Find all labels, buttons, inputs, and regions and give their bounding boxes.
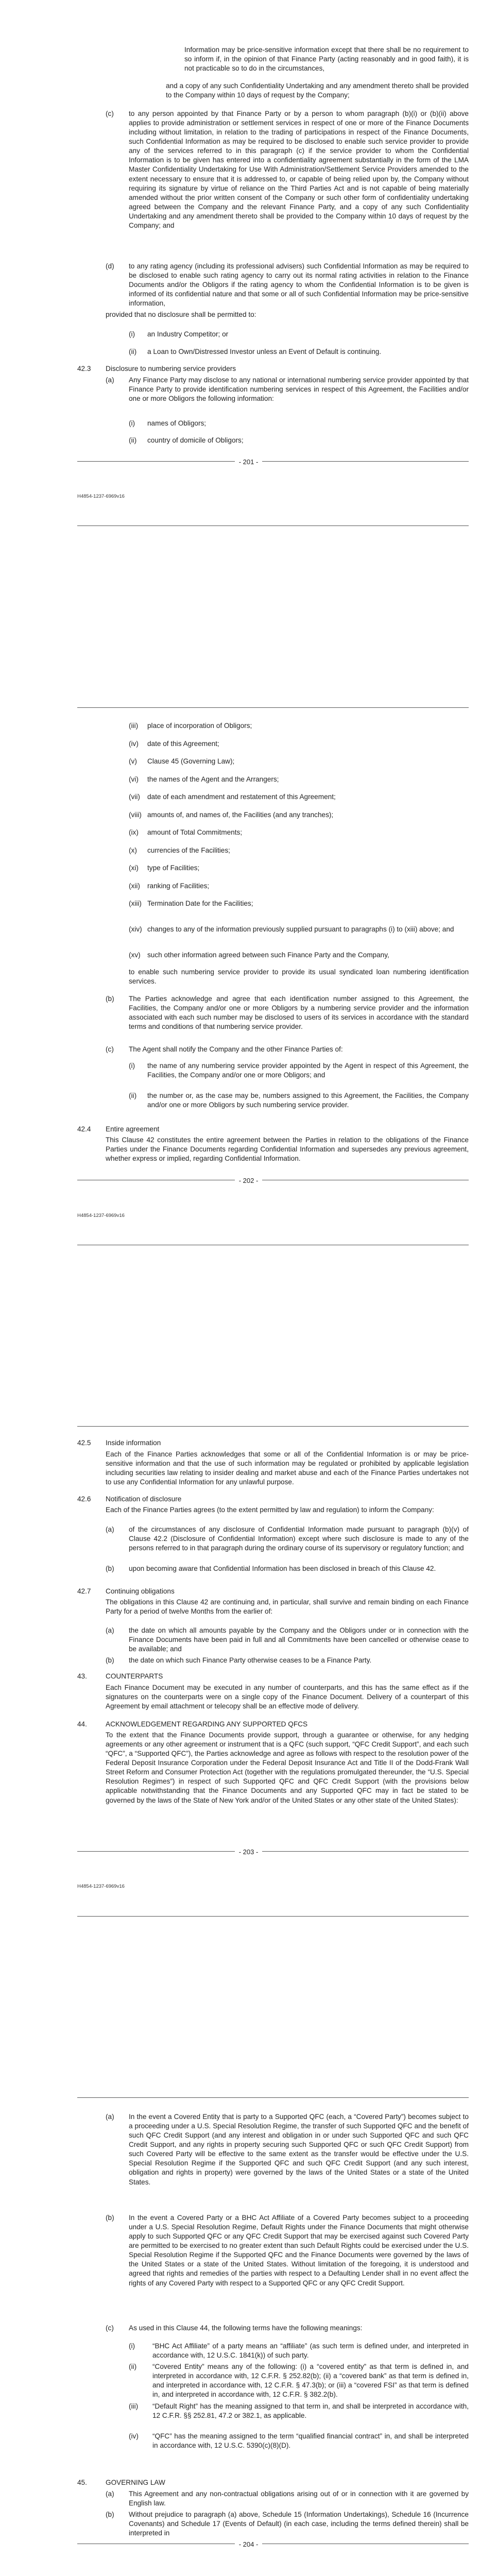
list-item: amount of Total Commitments;	[147, 828, 243, 836]
list-label: (i)	[129, 330, 135, 338]
list-label: (ii)	[129, 1092, 137, 1099]
section-heading: Notification of disclosure	[106, 1495, 182, 1503]
list-label: (b)	[106, 1565, 114, 1572]
list-label: (iv)	[129, 2432, 139, 2440]
list-item: amounts of, and names of, the Facilities (and any tranches);	[147, 810, 334, 819]
list-label: (a)	[106, 376, 114, 384]
paragraph-c: As used in this Clause 44, the following terms have the following meanings:	[129, 2324, 363, 2332]
paragraph: To the extent that the Finance Documents provide support, through a guarantee or otherwise, for any hedging agreements or any other agreement or instrument that is a QFC (such support, “QFC Credit Support”, and each such “QFC”, a “Supported QFC”), the Parties acknowledge and agree as follows with respect to the resolution power of the Federal Deposit Insurance Corporation under the Federal Deposit Insurance Act and Title II of the Dodd-Frank Wall Street Reform and Consumer Protection Act (together with the regulations promulgated thereunder, the “U.S. Special Resolution Regimes”) in respect of such Supported QFC and QFC Credit Support (with the provisions below applicable notwithstanding that the Finance Documents and any Supported QFC may in fact be stated to be governed by the laws of the State of New York and/or of the United States or any other state of the United States):	[106, 1731, 469, 1804]
list-label: (xi)	[129, 864, 139, 872]
page-number-text: - 204 -	[235, 2540, 263, 2548]
list-label: (b)	[106, 2214, 114, 2222]
list-label: (ii)	[129, 348, 137, 355]
paragraph-cont1: Information may be price-sensitive information except that there shall be no requirement to so inform if, in the opinion of that Finance Party (acting reasonably and in good faith), it is not practicable so to do in the circumstances,	[184, 46, 469, 73]
paragraph-a: of the circumstances of any disclosure of Confidential Information made pursuant to paragraph (b)(v) of Clause 42.2 (Disclosure of Confidential Information) except where such disclosure is made to any of the persons referred to in that paragraph during the ordinary course of its supervisory or regulatory function; and	[129, 1526, 469, 1552]
paragraph-b: In the event a Covered Party or a BHC Act Affiliate of a Covered Party becomes subject to a proceeding under a U.S. Special Resolution Regime, Default Rights under the Finance Documents that might otherwise apply to such Supported QFC or any QFC Credit Support that may be exercised against such Covered Party are permitted to be exercised to no greater extent than such Default Rights could be exercised under the U.S. Special Resolution Regime if the Supported QFC and the Finance Documents were governed by the laws of the United States or a state of the United States. Without limitation of the foregoing, it is understood and agreed that rights and remedies of the parties with respect to a Defaulting Lender shall in no event affect the rights of any Covered Party with respect to a Supported QFC or any QFC Credit Support.	[129, 2214, 469, 2287]
list-item: date of this Agreement;	[147, 739, 219, 748]
document-reference: H4854-1237-6969v16	[77, 494, 125, 499]
list-item: ranking of Facilities;	[147, 882, 210, 890]
list-label: (b)	[106, 995, 114, 1003]
proviso-text: provided that no disclosure shall be permitted to:	[106, 311, 256, 318]
paragraph-a: Any Finance Party may disclose to any national or international numbering service provider appointed by that Finance Party to provide identification numbering services in respect of this Agreement, the Facilities and/or one or more Obligors the following information:	[129, 376, 469, 403]
page-bottom-rule	[77, 461, 469, 462]
page-top-rule	[77, 2097, 469, 2098]
list-label: (xv)	[129, 951, 141, 959]
page-bottom-rule	[77, 1851, 469, 1852]
list-label: (a)	[106, 2113, 114, 2121]
page-number-text: - 203 -	[235, 1848, 263, 1856]
paragraph: to enable such numbering service provider to provide its usual syndicated loan numbering identification services.	[129, 968, 469, 986]
list-item: country of domicile of Obligors;	[147, 436, 244, 444]
paragraph-c: to any person appointed by that Finance Party or by a person to whom paragraph (b)(i) or (b)(ii) above applies to provide administration or settlement services in respect of one or more of the Finance Documents including without limitation, in relation to the trading of participations in respect of the Finance Documents, such Confidential Information as may be required to be disclosed to enable such service provider to provide any of the services referred to in this paragraph (c) if the service provider to whom the Confidential Information is to be given has entered into a confidentiality agreement substantially in the form of the LMA Master Confidentiality Undertaking for Use With Administration/Settlement Service Providers amended to the extent necessary to ensure that it is addressed to, or capable of being relied upon by, the Company without requiring its signature by virtue of reliance on the Third Parties Act and is not capable of being materially amended without the prior written consent of the Company or such other form of confidentiality undertaking agreed between the Company and the relevant Finance Party, and a copy of any such Confidentiality Undertaking and any amendment thereto shall be provided to the Company within 10 days of request by the Company; and	[129, 110, 469, 229]
list-label: (ii)	[129, 436, 137, 444]
list-label: (xii)	[129, 882, 140, 890]
list-label: (a)	[106, 2490, 114, 2498]
list-item: changes to any of the information previously supplied pursuant to paragraphs (i) to (xiii) above; and	[147, 925, 454, 933]
section-number: 42.5	[77, 1439, 91, 1447]
list-item: currencies of the Facilities;	[147, 846, 230, 854]
clause-heading: GOVERNING LAW	[106, 2479, 165, 2486]
list-label: (ix)	[129, 828, 139, 836]
section-heading: Disclosure to numbering service providers	[106, 365, 236, 372]
page-top-rule	[77, 707, 469, 708]
paragraph: The obligations in this Clause 42 are continuing and, in particular, shall survive and remain binding on each Finance Party for a period of twelve Months from the earlier of:	[106, 1598, 469, 1616]
paragraph-a: the date on which all amounts payable by the Company and the Obligors under or in connection with the Finance Documents have been paid in full and all Commitments have been cancelled or otherwise cease to be available; and	[129, 1626, 469, 1653]
list-label: (xiv)	[129, 925, 142, 933]
list-item: Termination Date for the Facilities;	[147, 900, 253, 907]
list-label: (i)	[129, 419, 135, 427]
list-label: (viii)	[129, 810, 142, 819]
clause-number: 45.	[77, 2479, 87, 2486]
paragraph-b: The Parties acknowledge and agree that each identification number assigned to this Agreement, the Facilities, the Company and/or one or more Obligors by a numbering service provider and the information associated with each such number may be disclosed to users of its services in accordance with the standard terms and conditions of that numbering service provider.	[129, 995, 469, 1031]
list-label: (x)	[129, 846, 137, 854]
list-item: the names of the Agent and the Arrangers;	[147, 775, 279, 783]
list-label: (c)	[106, 110, 114, 117]
list-label: (b)	[106, 1656, 114, 1664]
paragraph: Each Finance Document may be executed in any number of counterparts, and this has the same effect as if the signatures on the counterparts were on a single copy of the Finance Document. Delivery of a counterpart of this Agreement by email attachment or telecopy shall be an effective mode of delivery.	[106, 1684, 469, 1710]
list-label: (a)	[106, 1626, 114, 1634]
section-number: 42.6	[77, 1495, 91, 1503]
list-item: an Industry Competitor; or	[147, 330, 229, 338]
list-label: (vi)	[129, 775, 139, 783]
document-reference: H4854-1237-6969v16	[77, 1884, 125, 1889]
list-label: (iv)	[129, 739, 139, 748]
list-item: type of Facilities;	[147, 864, 200, 872]
paragraph-a: In the event a Covered Entity that is party to a Supported QFC (each, a “Covered Party”) becomes subject to a proceeding under a U.S. Special Resolution Regime, the transfer of such Supported QFC and the benefit of such QFC Credit Support (and any interest and obligation in or under such Supported QFC and such QFC Credit Support, and any rights in property securing such Supported QFC or such QFC Credit Support) from such Covered Party will be effective to the same extent as the transfer would be effective under the U.S. Special Resolution Regime if the Supported QFC and such QFC Credit Support (and any such interest, obligation and rights in property) were governed by the laws of the United States or a state of the United States.	[129, 2113, 469, 2186]
definition-item: “Default Right” has the meaning assigned to that term in, and shall be interpreted in accordance with, 12 C.F.R. §§ 252.81, 47.2 or 382.1, as applicable.	[152, 2402, 469, 2420]
section-number: 42.4	[77, 1125, 91, 1133]
list-label: (vii)	[129, 793, 140, 801]
list-item: such other information agreed between such Finance Party and the Company,	[147, 951, 389, 959]
paragraph-d: to any rating agency (including its professional advisers) such Confidential Information as may be required to be disclosed to enable such rating agency to carry out its normal rating activities in relation to the Finance Documents and/or the Obligors if the rating agency to whom the Confidential Information is to be given is informed of its confidential nature and that some or all of such Confidential Information may be price-sensitive information,	[129, 262, 469, 308]
list-label: (c)	[106, 1045, 114, 1053]
list-label: (i)	[129, 2342, 135, 2350]
page-number	[0, 457, 497, 466]
list-item: names of Obligors;	[147, 419, 207, 427]
list-item: a Loan to Own/Distressed Investor unless an Event of Default is continuing.	[147, 348, 382, 355]
document-reference: H4854-1237-6969v16	[77, 1213, 125, 1218]
paragraph-c: The Agent shall notify the Company and the other Finance Parties of:	[129, 1045, 343, 1053]
paragraph-a: This Agreement and any non-contractual obligations arising out of or in connection with it are governed by English law.	[129, 2490, 469, 2507]
definition-item: “Covered Entity” means any of the following: (i) a “covered entity” as that term is defined in, and interpreted in accordance with, 12 C.F.R. § 252.82(b); (ii) a “covered bank” as that term is defined in, and interpreted in accordance with, 12 C.F.R. § 47.3(b); or (iii) a “covered FSI” as that term is defined in, and interpreted in accordance with, 12 C.F.R. § 382.2(b).	[152, 2363, 469, 2399]
paragraph: Each of the Finance Parties agrees (to the extent permitted by law and regulation) to inform the Company:	[106, 1506, 434, 1514]
paragraph: This Clause 42 constitutes the entire agreement between the Parties in relation to the obligations of the Finance Parties under the Finance Documents regarding Confidential Information and supersedes any previous agreement, whether express or implied, regarding Confidential Information.	[106, 1136, 469, 1163]
page-top-rule	[77, 1426, 469, 1427]
page-number	[0, 2540, 497, 2549]
page-end-rule	[77, 1916, 469, 1917]
list-item: Clause 45 (Governing Law);	[147, 757, 235, 765]
list-label: (b)	[106, 2511, 114, 2518]
section-heading: Continuing obligations	[106, 1587, 175, 1595]
list-label: (iii)	[129, 722, 139, 730]
list-label: (a)	[106, 1526, 114, 1533]
list-item: the name of any numbering service provider appointed by the Agent in respect of this Agreement, the Facilities, the Company and/or one or more Obligors; and	[147, 1062, 469, 1079]
list-item: the number or, as the case may be, numbers assigned to this Agreement, the Facilities, the Company and/or one or more Obligors by such numbering service provider.	[147, 1092, 469, 1109]
list-label: (i)	[129, 1062, 135, 1070]
paragraph-cont2: and a copy of any such Confidentiality Undertaking and any amendment thereto shall be provided to the Company within 10 days of request by the Company;	[166, 82, 469, 99]
page-number-text: - 201 -	[235, 458, 263, 466]
paragraph: Each of the Finance Parties acknowledges that some or all of the Confidential Information is or may be price-sensitive information and that the use of such information may be regulated or prohibited by applicable legislation including securities law relating to insider dealing and market abuse and each of the Finance Parties undertakes not to use any Confidential Information for any unlawful purpose.	[106, 1450, 469, 1486]
paragraph-b: the date on which such Finance Party otherwise ceases to be a Finance Party.	[129, 1656, 372, 1664]
page-number	[0, 1176, 497, 1185]
section-number: 42.7	[77, 1587, 91, 1595]
clause-number: 43.	[77, 1672, 87, 1680]
section-heading: Inside information	[106, 1439, 161, 1447]
definition-item: “BHC Act Affiliate” of a party means an “affiliate” (as such term is defined under, and interpreted in accordance with, 12 U.S.C. 1841(k)) of such party.	[152, 2342, 469, 2360]
clause-number: 44.	[77, 1720, 87, 1728]
page-number-text: - 202 -	[235, 1177, 263, 1184]
list-label: (c)	[106, 2324, 114, 2332]
page-number	[0, 1848, 497, 1856]
definition-item: “QFC” has the meaning assigned to the term “qualified financial contract” in, and shall be interpreted in accordance with, 12 U.S.C. 5390(c)(8)(D).	[152, 2432, 469, 2450]
clause-heading: ACKNOWLEDGEMENT REGARDING ANY SUPPORTED QFCS	[106, 1720, 308, 1728]
list-label: (d)	[106, 262, 114, 270]
list-label: (xiii)	[129, 900, 142, 907]
section-number: 42.3	[77, 365, 91, 372]
paragraph-b: Without prejudice to paragraph (a) above, Schedule 15 (Information Undertakings), Schedule 16 (Incurrence Covenants) and Schedule 17 (Events of Default) (in each case, including the terms defined therein) shall be interpreted in	[129, 2511, 469, 2537]
list-item: date of each amendment and restatement of this Agreement;	[147, 793, 336, 801]
clause-heading: COUNTERPARTS	[106, 1672, 163, 1680]
list-label: (iii)	[129, 2402, 139, 2410]
list-item: place of incorporation of Obligors;	[147, 722, 252, 730]
list-label: (v)	[129, 757, 137, 765]
section-heading: Entire agreement	[106, 1125, 160, 1133]
list-label: (ii)	[129, 2363, 137, 2370]
paragraph-b: upon becoming aware that Confidential Information has been disclosed in breach of this Clause 42.	[129, 1565, 436, 1572]
